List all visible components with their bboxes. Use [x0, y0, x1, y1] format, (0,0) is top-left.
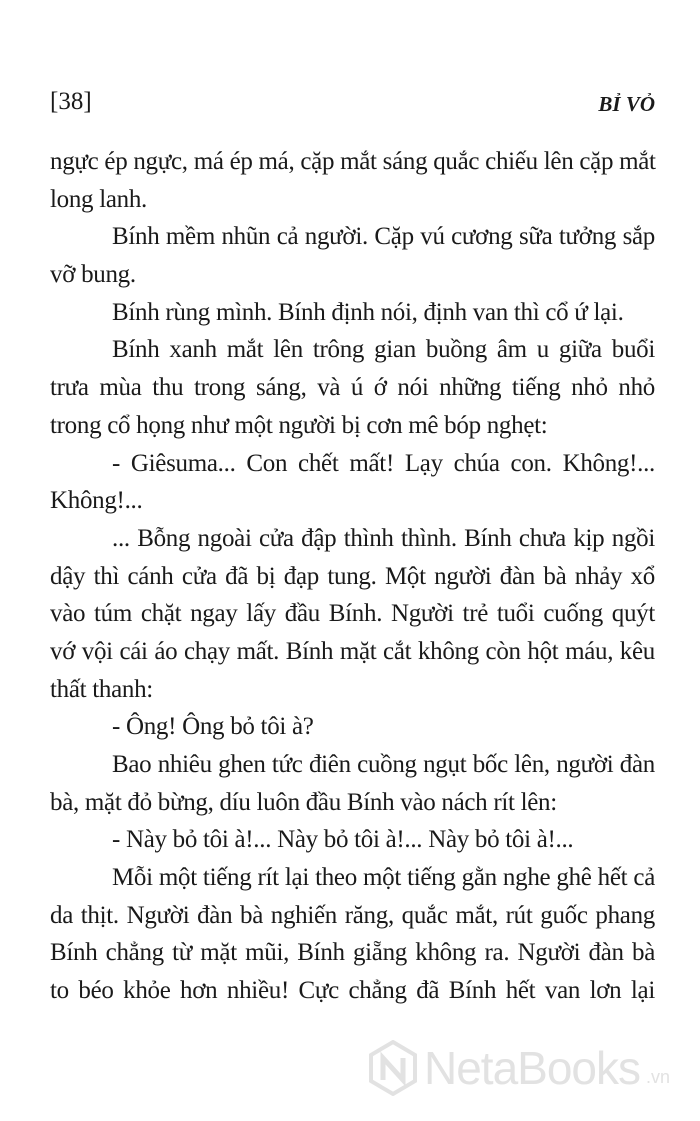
- watermark-text: NetaBooks: [424, 1042, 641, 1094]
- netabooks-watermark: [368, 1040, 670, 1096]
- paragraph: [50, 143, 655, 218]
- paragraph: [50, 445, 655, 520]
- running-header-title: BỈ VỎ: [598, 92, 655, 116]
- text-line: Bính xanh mắt lên trông gian buồng âm u giữa buổi: [112, 336, 655, 364]
- text-line: Không!...: [50, 487, 143, 515]
- text-line: - Ông! Ông bỏ tôi à?: [112, 713, 314, 741]
- paragraph: [50, 859, 655, 1010]
- text-line: trong cổ họng như một người bị cơn mê bóp nghẹt:: [50, 411, 548, 439]
- text-line: long lanh.: [50, 185, 147, 213]
- text-line: Mỗi một tiếng rít lại theo một tiếng gằn nghe ghê hết cả: [112, 864, 655, 892]
- paragraph: [50, 821, 655, 859]
- text-line: Bính rùng mình. Bính định nói, định van thì cổ ứ lại.: [112, 298, 624, 326]
- text-line: to béo khỏe hơn nhiều! Cực chẳng đã Bính hết van lơn lại: [50, 977, 655, 1005]
- text-line: Bính mềm nhũn cả người. Cặp vú cương sữa tưởng sắp: [112, 223, 655, 251]
- paragraph: [50, 520, 655, 708]
- paragraph: [50, 331, 655, 444]
- text-line: - Giêsuma... Con chết mất! Lạy chúa con. Không!...: [112, 449, 655, 477]
- text-line: ngực ép ngực, má ép má, cặp mắt sáng quắc chiếu lên cặp mắt: [50, 148, 656, 175]
- text-line: Bao nhiêu ghen tức điên cuồng ngụt bốc lên, người đàn: [112, 751, 655, 778]
- watermark-suffix: .vn: [646, 1067, 671, 1087]
- page-body-text: [50, 143, 655, 1010]
- paragraph: [50, 746, 655, 821]
- text-line: dậy thì cánh cửa đã bị đạp tung. Một người đàn bà nhảy xổ: [50, 562, 655, 590]
- text-line: da thịt. Người đàn bà nghiến răng, quắc mắt, rút guốc phang: [50, 901, 655, 929]
- text-line: bà, mặt đỏ bừng, díu luôn đầu Bính vào nách rít lên:: [50, 788, 557, 816]
- text-line: vào túm chặt ngay lấy đầu Bính. Người trẻ tuổi cuống quýt: [50, 600, 655, 628]
- text-line: thất thanh:: [50, 675, 153, 703]
- text-line: vỡ bung.: [50, 261, 136, 289]
- paragraph: [50, 218, 655, 293]
- text-line: Bính chẳng từ mặt mũi, Bính giẵng không ra. Người đàn bà: [50, 939, 655, 967]
- paragraph: [50, 294, 655, 332]
- text-line: trưa mùa thu trong sáng, và ú ớ nói những tiếng nhỏ nhỏ: [50, 374, 655, 402]
- page-number: [38]: [50, 88, 92, 115]
- text-line: ... Bỗng ngoài cửa đập thình thình. Bính chưa kịp ngồi: [112, 524, 655, 552]
- text-line: - Này bỏ tôi à!... Này bỏ tôi à!... Này bỏ tôi à!...: [112, 826, 574, 854]
- paragraph: [50, 708, 655, 746]
- netabooks-logo-icon: [368, 1040, 418, 1096]
- text-line: vớ vội cái áo chạy mất. Bính mặt cắt không còn hột máu, kêu: [50, 637, 655, 665]
